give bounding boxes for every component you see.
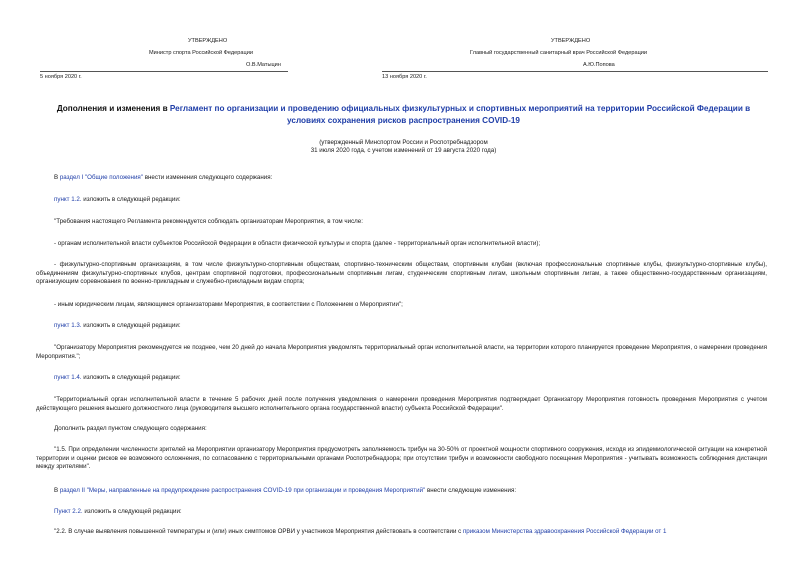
regulation-link[interactable]: Регламент по организации и проведению официальных физкультурных и спортивных мероприятий на территории Российской Федерации в условиях сохранения рисков распространения COVID-19 bbox=[169, 104, 751, 125]
p1-suffix: внести изменения следующего содержания: bbox=[142, 174, 273, 181]
paragraph-item-1-2 bbox=[36, 196, 767, 205]
paragraph-item-2-2 bbox=[36, 508, 767, 517]
approval-right-date: 13 ноября 2020 г. bbox=[382, 74, 427, 80]
p15-text: "2.2. В случае выявления повышенной температуры и (или) иных симптомов ОРВИ у участников Мероприятия действовать в соответствии с bbox=[54, 528, 463, 535]
approval-left-divider bbox=[40, 71, 288, 72]
paragraph-section-2 bbox=[36, 487, 767, 496]
paragraph-sports-organizations: - физкультурно-спортивным организациям, в том числе физкультурно-спортивным обществам, спортивно-техническим обществам, спортивным клубам (включая профессиональные спортивные клубы, физкультурно-спортивные клубы), объединениям физкультурно-спортивных клубов, центрам спортивной подготовки, профессиональным спортивным лигам, студенческим спортивным лигам, школьным спортивным лигам, а также общественно-государственным организациям, организующим соревнования по военно-прикладным и служебно-прикладным видам спорта; bbox=[36, 261, 767, 286]
title-prefix: Дополнения и изменения в bbox=[56, 104, 170, 113]
paragraph-item-1-5: "1.5. При определении численности зрителей на Мероприятии организатору Мероприятия предусмотреть заполняемость трибун на 30-50% от проектной мощности спортивного сооружения, исходя из эпидемиологической ситуации на конкретной территории и оценки рисков ее возможного осложнения, по согласованию с территориальными органами Роспотребнадзора; при отсутствии трибун и возможности свободного посещения Мероприятия - учитывать возможность соблюдения дистанции между зрителями". bbox=[36, 446, 767, 471]
approval-right-divider bbox=[382, 71, 768, 72]
health-ministry-order-link[interactable]: приказом Министерства здравоохранения Российской Федерации от 1 bbox=[462, 528, 667, 535]
approval-left-name: О.В.Матыцин bbox=[246, 62, 281, 68]
paragraph-executive-bodies: - органам исполнительной власти субъектов Российской Федерации в области физической культуры и спорта (далее - территориальный орган исполнительной власти); bbox=[54, 240, 541, 247]
p9-suffix: изложить в следующей редакции: bbox=[81, 374, 181, 381]
approval-left-label: УТВЕРЖДЕНО bbox=[188, 38, 228, 44]
paragraph-item-1-4 bbox=[36, 374, 767, 383]
paragraph-other-entities: - иным юридическим лицам, являющимся организаторами Мероприятия, в соответствии с Положением о Мероприятии"; bbox=[54, 301, 403, 308]
approval-right-name: А.Ю.Попова bbox=[583, 62, 615, 68]
paragraph-confirmation: "Территориальный орган исполнительной власти в течение 5 рабочих дней после получения уведомления о намерении проведения Мероприятия подтверждает Организатору Мероприятия готовность проведения Мероприятия с учетом действующего решения высшего должностного лица (руководителя высшего исполнительного органа государственной власти) субъекта Российской Федерации". bbox=[36, 396, 767, 412]
approval-left-date: 5 ноября 2020 г. bbox=[40, 74, 82, 80]
item-2-2-link[interactable]: Пункт 2.2. bbox=[54, 508, 83, 515]
p1-prefix: В bbox=[54, 174, 60, 181]
document-title bbox=[40, 103, 767, 126]
subtitle-line-2: 31 июля 2020 года, с учетом изменений от 19 августа 2020 года) bbox=[310, 147, 497, 154]
p13-prefix: В bbox=[54, 487, 60, 494]
paragraph-notification: "Организатору Мероприятия рекомендуется не позднее, чем 20 дней до начала Мероприятия уведомлять территориальный орган исполнительной власти, на территории которого планируется проведение Мероприятия, о намерении проведения Мероприятия."; bbox=[36, 344, 767, 360]
paragraph-add-item: Дополнить раздел пунктом следующего содержания: bbox=[54, 425, 207, 432]
p2-suffix: изложить в следующей редакции: bbox=[81, 196, 181, 203]
section-1-link[interactable]: раздел I "Общие положения" bbox=[59, 174, 143, 181]
item-1-3-link[interactable]: пункт 1.3. bbox=[54, 322, 82, 329]
item-1-2-link[interactable]: пункт 1.2. bbox=[54, 196, 82, 203]
section-2-link[interactable]: раздел II "Меры, направленные на предупреждение распространения COVID-19 при организации и проведения Мероприятий" bbox=[59, 487, 426, 494]
p13-suffix: внести следующие изменения: bbox=[425, 487, 517, 494]
approval-right-label: УТВЕРЖДЕНО bbox=[551, 38, 591, 44]
approval-right-position: Главный государственный санитарный врач Российской Федерации bbox=[470, 50, 648, 56]
subtitle-line-1: (утвержденный Минспортом России и Роспотребнадзором bbox=[319, 139, 488, 146]
item-1-4-link[interactable]: пункт 1.4. bbox=[54, 374, 82, 381]
p7-suffix: изложить в следующей редакции: bbox=[81, 322, 181, 329]
p14-suffix: изложить в следующей редакции: bbox=[82, 508, 182, 515]
paragraph-item-1-3 bbox=[36, 322, 767, 331]
paragraph-item-2-2-text bbox=[36, 528, 767, 537]
paragraph-section-1 bbox=[36, 174, 767, 183]
paragraph-requirements: "Требования настоящего Регламента рекомендуется соблюдать организаторам Мероприятия, в том числе: bbox=[54, 218, 363, 225]
approval-left-position: Министр спорта Российской Федерации bbox=[149, 50, 253, 56]
